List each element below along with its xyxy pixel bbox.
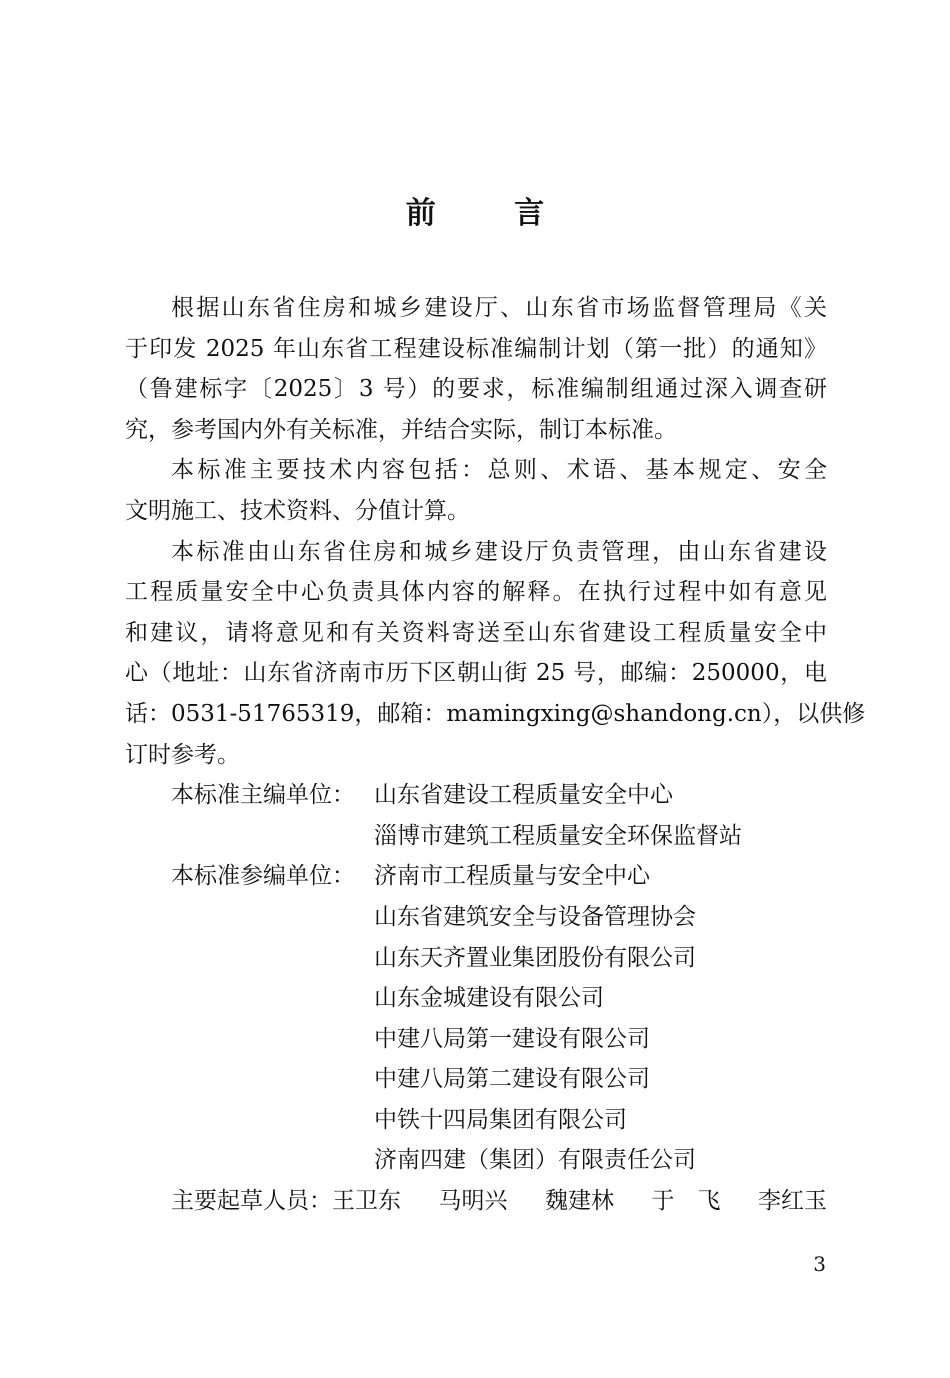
drafters-label: 主要起草人员：	[171, 1188, 332, 1215]
unit-row	[125, 897, 827, 938]
unit-name: 济南四建（集团）有限责任公司	[374, 1147, 696, 1174]
text-line: 订时参考。	[125, 741, 240, 768]
text-line: 于印发 2025 年山东省工程建设标准编制计划（第一批）的通知》	[125, 335, 827, 362]
paragraph-basis	[125, 288, 827, 450]
unit-name: 淄博市建筑工程质量安全环保监督站	[374, 822, 742, 849]
unit-row	[125, 1019, 827, 1060]
drafter-name: 李红玉	[758, 1188, 827, 1215]
paragraph-content	[125, 450, 827, 531]
unit-row	[125, 978, 827, 1019]
chief-editor-units	[125, 775, 827, 856]
drafter-name: 马明兴	[438, 1188, 508, 1215]
unit-row	[125, 816, 827, 857]
drafter-name: 魏建林	[545, 1188, 614, 1215]
text-line: 工程质量安全中心负责具体内容的解释。在执行过程中如有意见	[125, 579, 827, 606]
unit-name: 中建八局第二建设有限公司	[374, 1066, 650, 1093]
text-line: 心（地址：山东省济南市历下区朝山街 25 号，邮编：250000，电	[125, 660, 827, 687]
paragraph-management	[125, 532, 866, 776]
unit-name: 中建八局第一建设有限公司	[374, 1025, 650, 1052]
unit-name: 中铁十四局集团有限公司	[374, 1106, 627, 1133]
chief-editor-label: 本标准主编单位：	[171, 782, 355, 809]
drafter-name: 王卫东	[332, 1188, 401, 1215]
unit-name: 济南市工程质量与安全中心	[374, 863, 650, 890]
drafters-row	[125, 1181, 827, 1222]
unit-name: 山东省建筑安全与设备管理协会	[374, 903, 696, 930]
co-editor-units	[125, 856, 827, 1181]
text-line: 根据山东省住房和城乡建设厅、山东省市场监督管理局《关	[171, 295, 827, 321]
unit-row	[125, 938, 827, 979]
unit-row	[125, 1059, 827, 1100]
document-body	[125, 288, 866, 1222]
text-line: 本标准由山东省住房和城乡建设厅负责管理，由山东省建设	[171, 538, 827, 565]
unit-row	[125, 1100, 827, 1141]
drafter-name: 于 飞	[651, 1188, 721, 1215]
unit-name: 山东天齐置业集团股份有限公司	[374, 944, 696, 971]
drafters-names	[332, 1181, 827, 1222]
text-line: 文明施工、技术资料、分值计算。	[125, 497, 470, 524]
unit-name: 山东省建设工程质量安全中心	[374, 782, 673, 809]
co-editor-label: 本标准参编单位：	[171, 863, 355, 890]
page-title: 前 言	[405, 196, 579, 231]
unit-row	[125, 775, 827, 816]
text-line: 和建议，请将意见和有关资料寄送至山东省建设工程质量安全中	[125, 619, 827, 646]
text-line: （鲁建标字〔2025〕3 号）的要求，标准编制组通过深入调查研	[125, 376, 827, 403]
page-number: 3	[813, 1252, 826, 1276]
unit-row	[125, 856, 827, 897]
unit-row	[125, 1140, 827, 1181]
text-line: 本标准主要技术内容包括：总则、术语、基本规定、安全	[171, 457, 827, 484]
text-line: 究，参考国内外有关标准，并结合实际，制订本标准。	[125, 416, 677, 443]
text-line: 话：0531-51765319，邮箱：mamingxing@shandong.cn），以供修	[125, 700, 866, 727]
unit-name: 山东金城建设有限公司	[374, 985, 604, 1012]
